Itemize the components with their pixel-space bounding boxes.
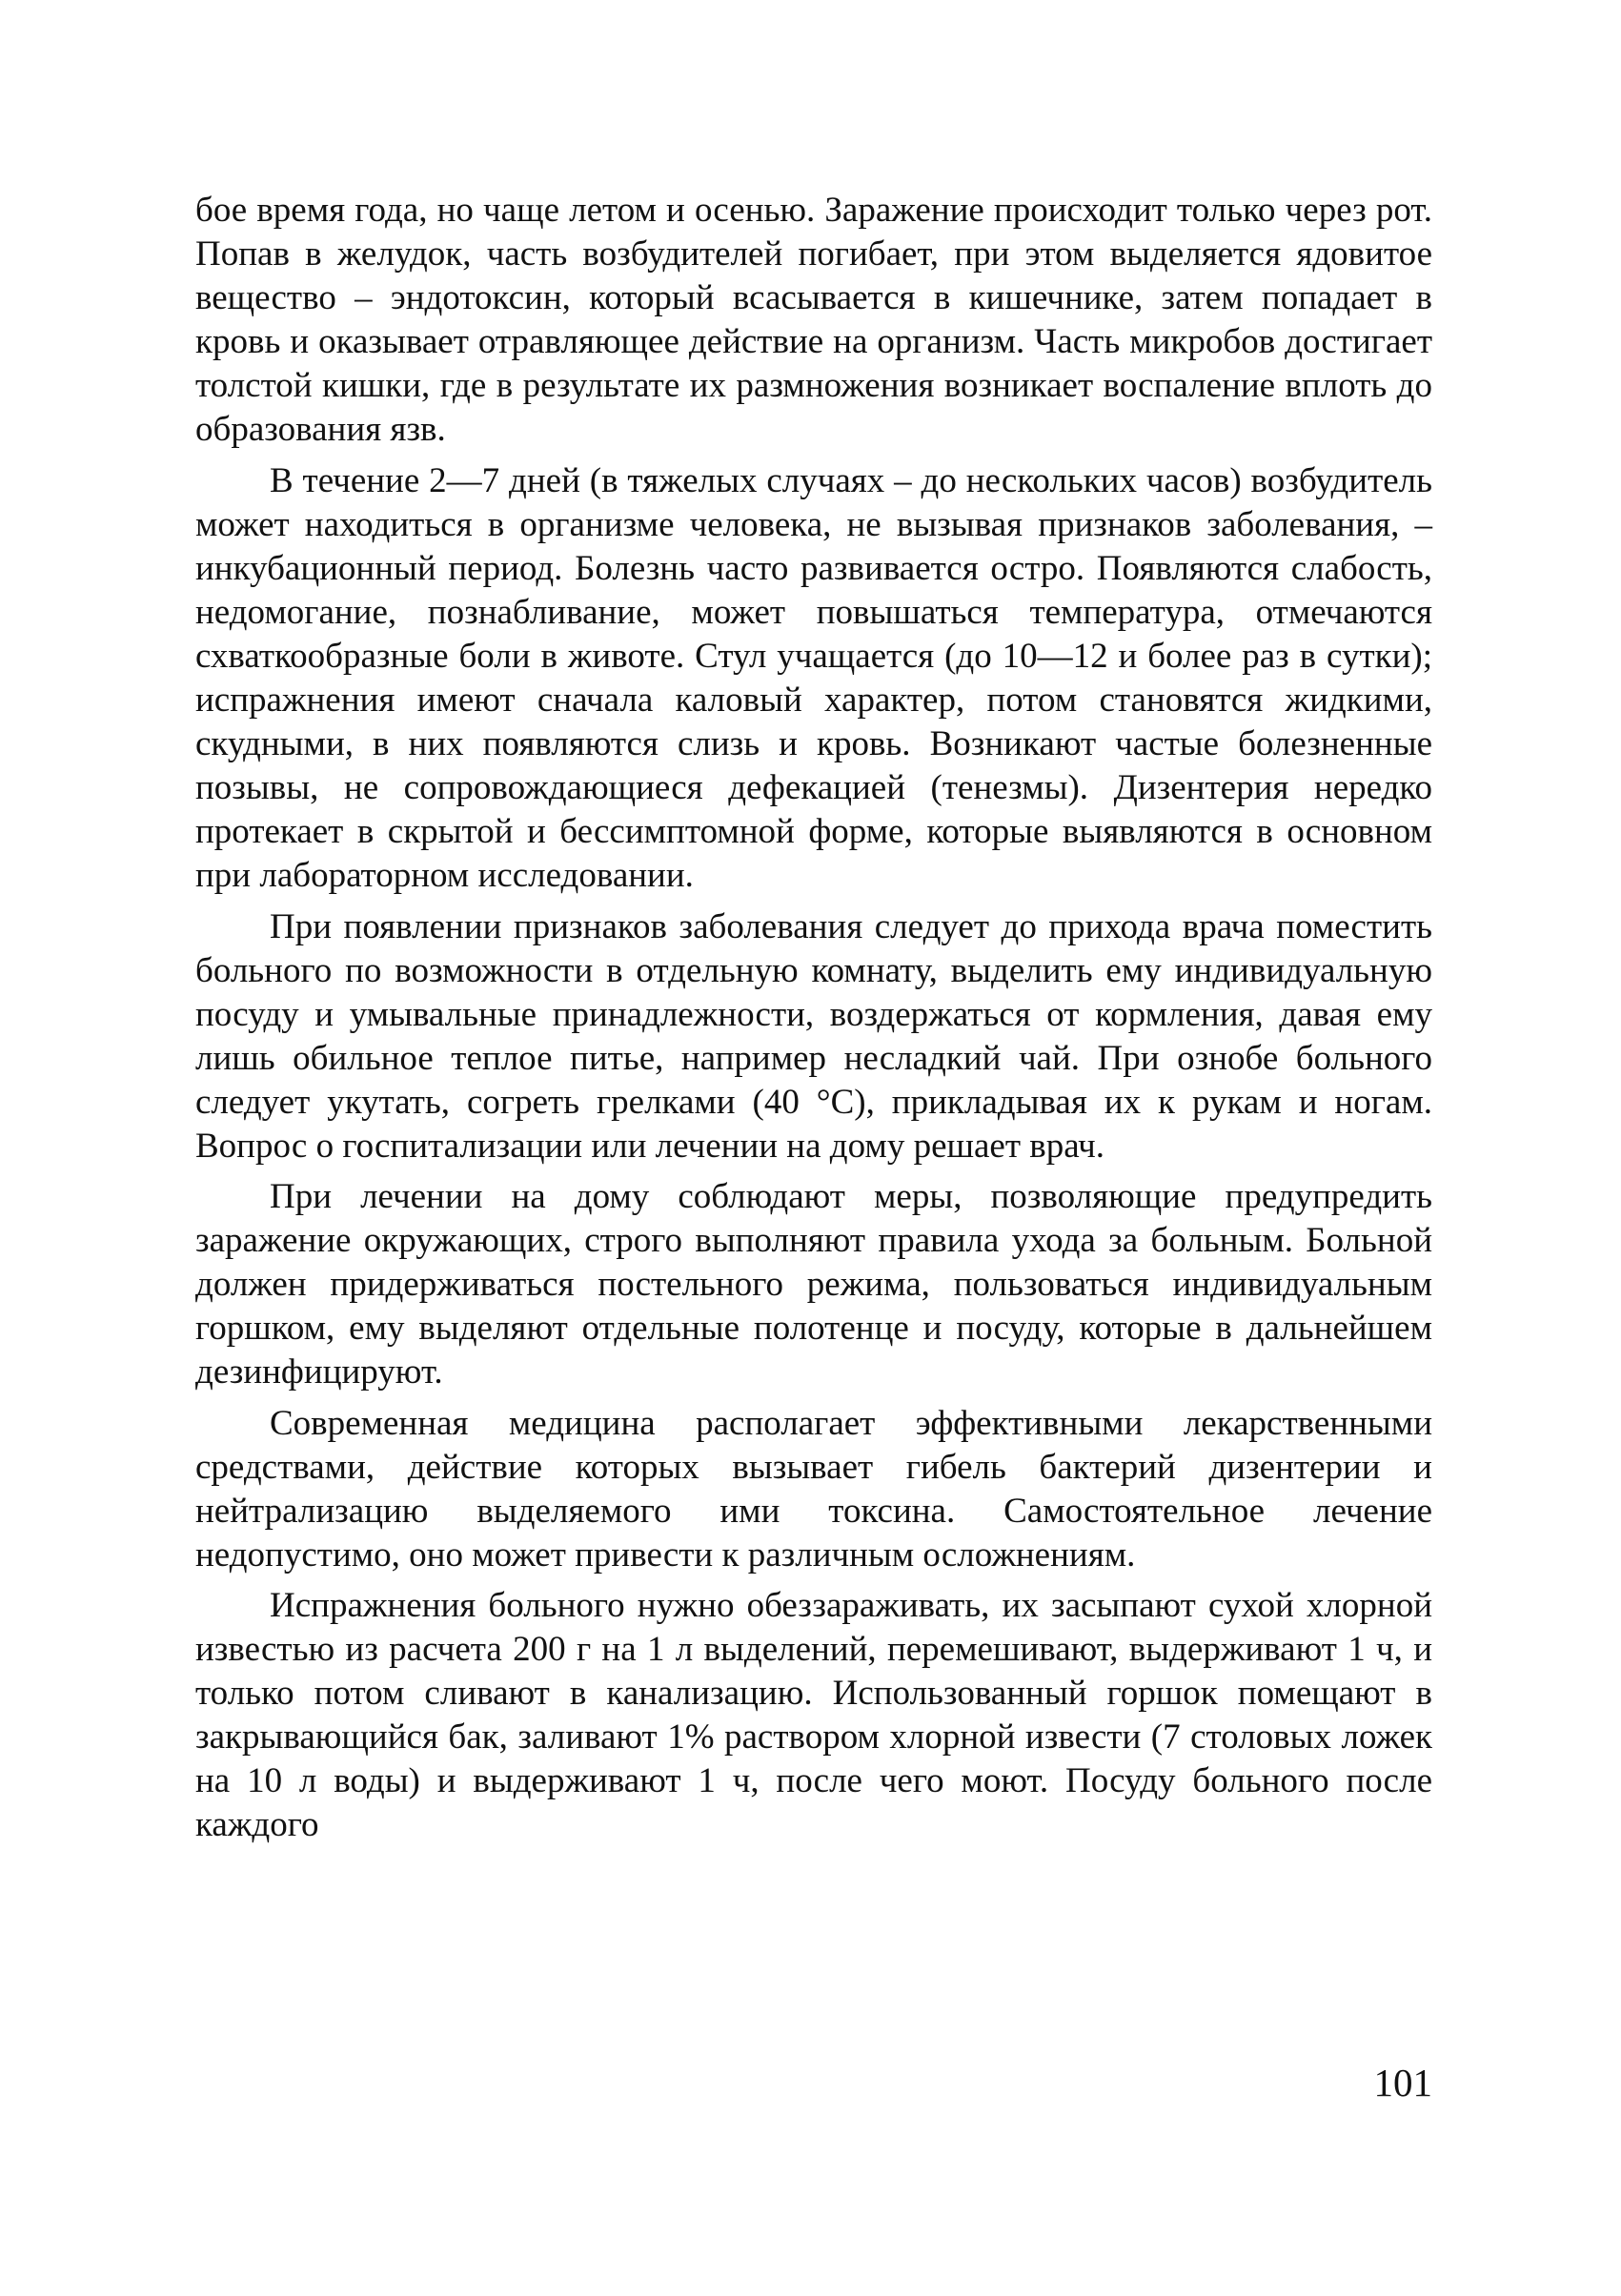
paragraph-home-treatment: При лечении на дому соблюдают меры, позволяющие предупредить заражение окружающих, строго выполняют правила ухода за больным. Больной должен придерживаться постельного режима, пользоваться индивидуальным горшком, ему выделяют отдельные полотенце и посуду, которые в дальнейшем дезинфицируют. (195, 1177, 1432, 1392)
paragraph-first-aid: При появлении признаков заболевания следует до прихода врача поместить больного по возможности в отдельную комнату, выделить ему индивидуальную посуду и умывальные принадлежности, воздержаться от кормления, давая ему лишь обильное теплое питье, например несладкий чай. При ознобе больного следует укутать, согреть грелками (40 °С), прикладывая их к рукам и ногам. Вопрос о госпитализации или лечении на дому решает врач. (195, 906, 1432, 1166)
page-number: 101 (1373, 2061, 1432, 2104)
paragraph-medication: Современная медицина располагает эффективными лекарственными средствами, действие которых вызывает гибель бактерий дизентерии и нейтрализацию выделяемого ими токсина. Самостоятельное лечение недопустимо, оно может привести к различным осложнениям. (195, 1403, 1432, 1575)
paragraph-disinfection: Испражнения больного нужно обеззараживать, их засыпают сухой хлорной известью из расчета 200 г на 1 л выделений, перемешивают, выдерживают 1 ч, и только потом сливают в канализацию. Использованный горшок помещают в закрывающийся бак, заливают 1% раствором хлорной извести (7 столовых ложек на 10 л воды) и выдерживают 1 ч, после чего моют. Посуду больного после каждого (195, 1585, 1432, 1845)
paragraph-incubation: В течение 2—7 дней (в тяжелых случаях – до нескольких часов) возбудитель может находиться в организме человека, не вызывая признаков заболевания, – инкубационный период. Болезнь часто развивается остро. Появляются слабость, недомогание, познабливание, может повышаться температура, отмечаются схваткообразные боли в животе. Стул учащается (до 10—12 и более раз в сутки); испражнения имеют сначала каловый характер, потом становятся жидкими, скудными, в них появляются слизь и кровь. Возникают частые болезненные позывы, не сопровождающиеся дефекацией (тенезмы). Дизентерия нередко протекает в скрытой и бессимптомной форме, которые выявляются в основном при лабораторном исследовании. (195, 460, 1432, 896)
body-text (195, 189, 1432, 1854)
paragraph-continued: бое время года, но чаще летом и осенью. Заражение происходит только через рот. Попав в желудок, часть возбудителей погибает, при этом выделяется ядовитое вещество – эндотоксин, который всасывается в кишечнике, затем попадает в кровь и оказывает отравляющее действие на организм. Часть микробов достигает толстой кишки, где в результате их размножения возникает воспаление вплоть до образования язв. (195, 191, 1432, 450)
